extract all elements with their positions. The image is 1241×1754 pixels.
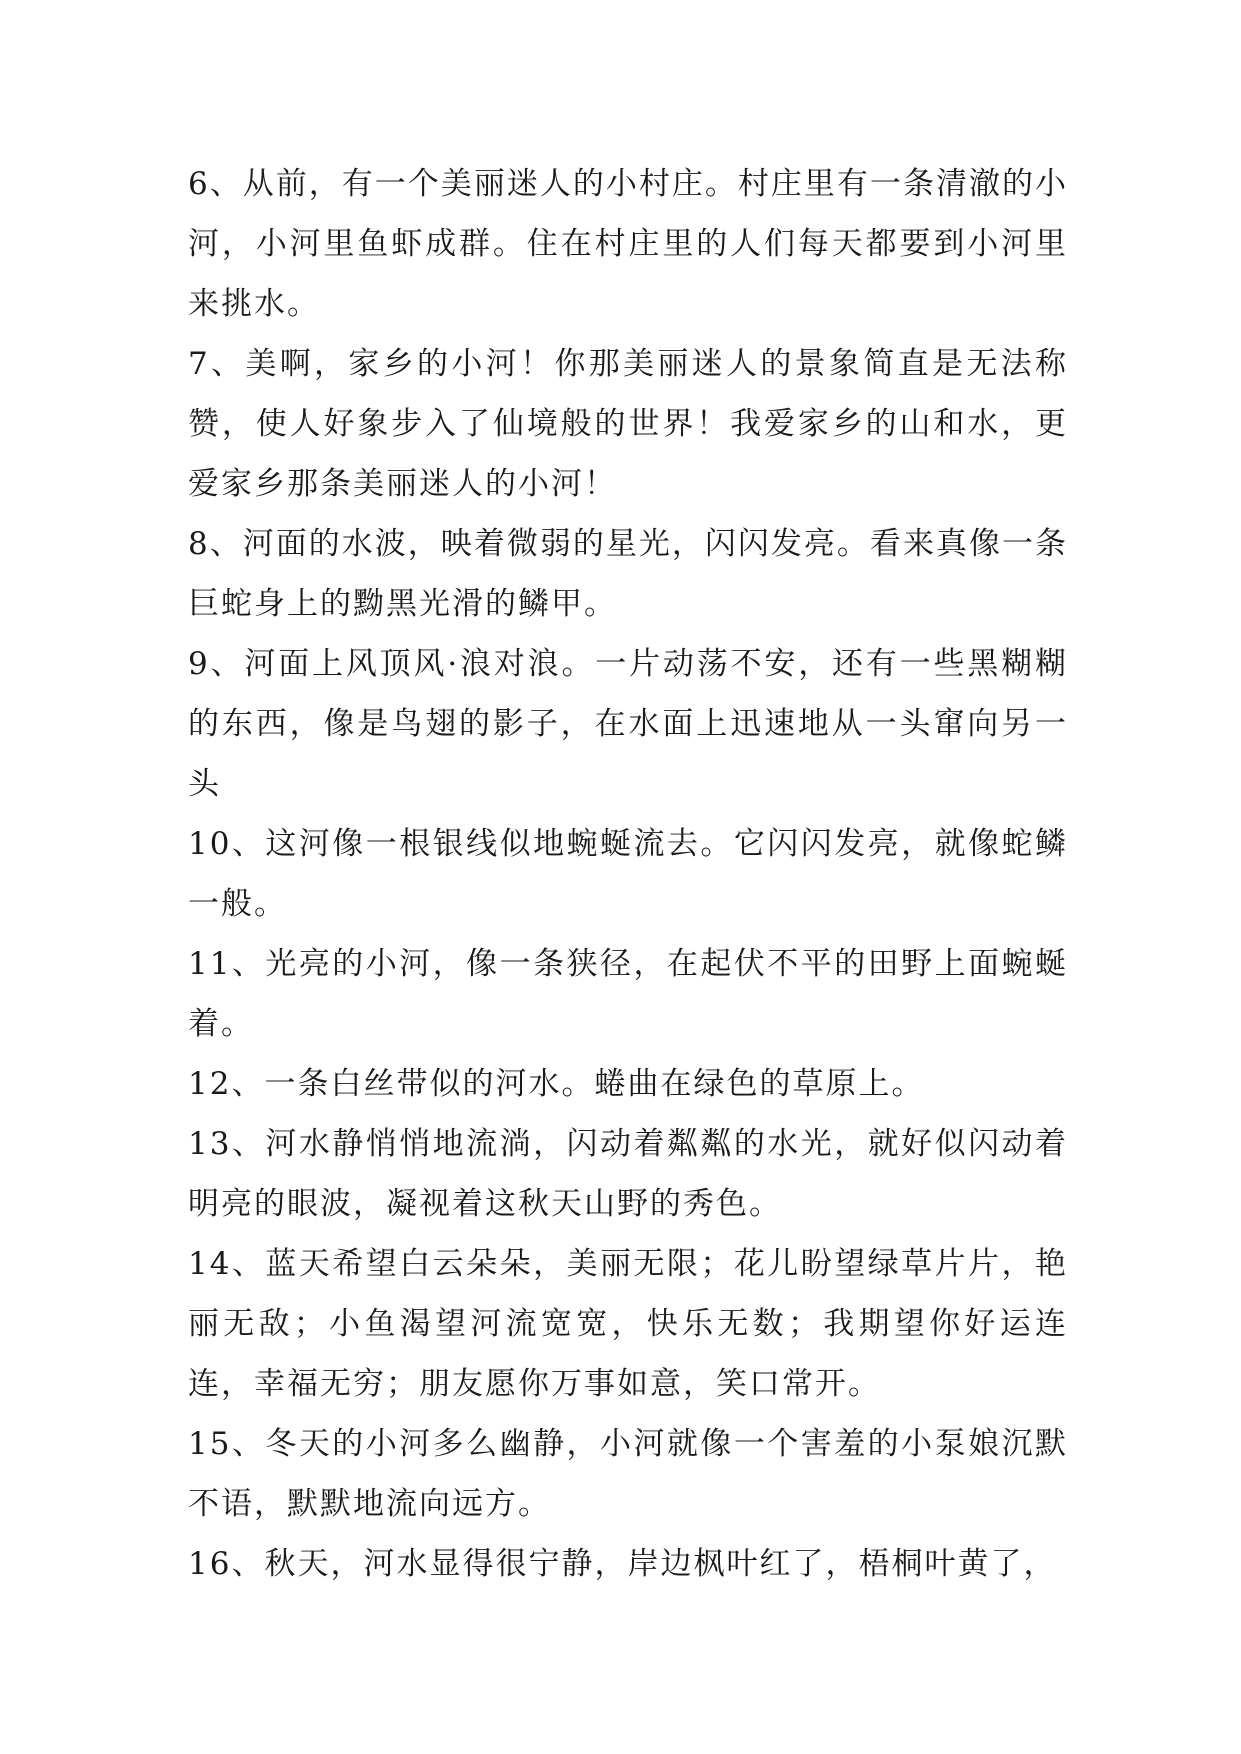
paragraph-9: 9、河面上风顶风·浪对浪。一片动荡不安，还有一些黑糊糊的东西，像是鸟翅的影子，在水面上迅速地从一头窜向另一头 bbox=[188, 646, 1068, 802]
paragraph-15: 15、冬天的小河多么幽静，小河就像一个害羞的小泵娘沉默不语，默默地流向远方。 bbox=[188, 1426, 1068, 1522]
paragraph-6: 6、从前，有一个美丽迷人的小村庄。村庄里有一条清澈的小河，小河里鱼虾成群。住在村庄里的人们每天都要到小河里来挑水。 bbox=[188, 166, 1068, 322]
paragraph-11: 11、光亮的小河，像一条狭径，在起伏不平的田野上面蜿蜒着。 bbox=[188, 946, 1068, 1042]
paragraph-12: 12、一条白丝带似的河水。蜷曲在绿色的草原上。 bbox=[188, 1066, 925, 1102]
paragraph-14: 14、蓝天希望白云朵朵，美丽无限；花儿盼望绿草片片，艳丽无敌；小鱼渴望河流宽宽，快乐无数；我期望你好运连连，幸福无穷；朋友愿你万事如意，笑口常开。 bbox=[188, 1246, 1068, 1402]
paragraph-10: 10、这河像一根银线似地蜿蜒流去。它闪闪发亮，就像蛇鳞一般。 bbox=[188, 826, 1068, 922]
paragraph-7: 7、美啊，家乡的小河！你那美丽迷人的景象简直是无法称赞，使人好象步入了仙境般的世界！我爱家乡的山和水，更爱家乡那条美丽迷人的小河！ bbox=[188, 346, 1068, 502]
paragraph-13: 13、河水静悄悄地流淌，闪动着粼粼的水光，就好似闪动着明亮的眼波，凝视着这秋天山野的秀色。 bbox=[188, 1126, 1068, 1222]
paragraph-16: 16、秋天，河水显得很宁静，岸边枫叶红了，梧桐叶黄了， bbox=[188, 1546, 1057, 1582]
document-body bbox=[188, 154, 1068, 1594]
paragraph-8: 8、河面的水波，映着微弱的星光，闪闪发亮。看来真像一条巨蛇身上的黝黑光滑的鳞甲。 bbox=[188, 526, 1068, 622]
